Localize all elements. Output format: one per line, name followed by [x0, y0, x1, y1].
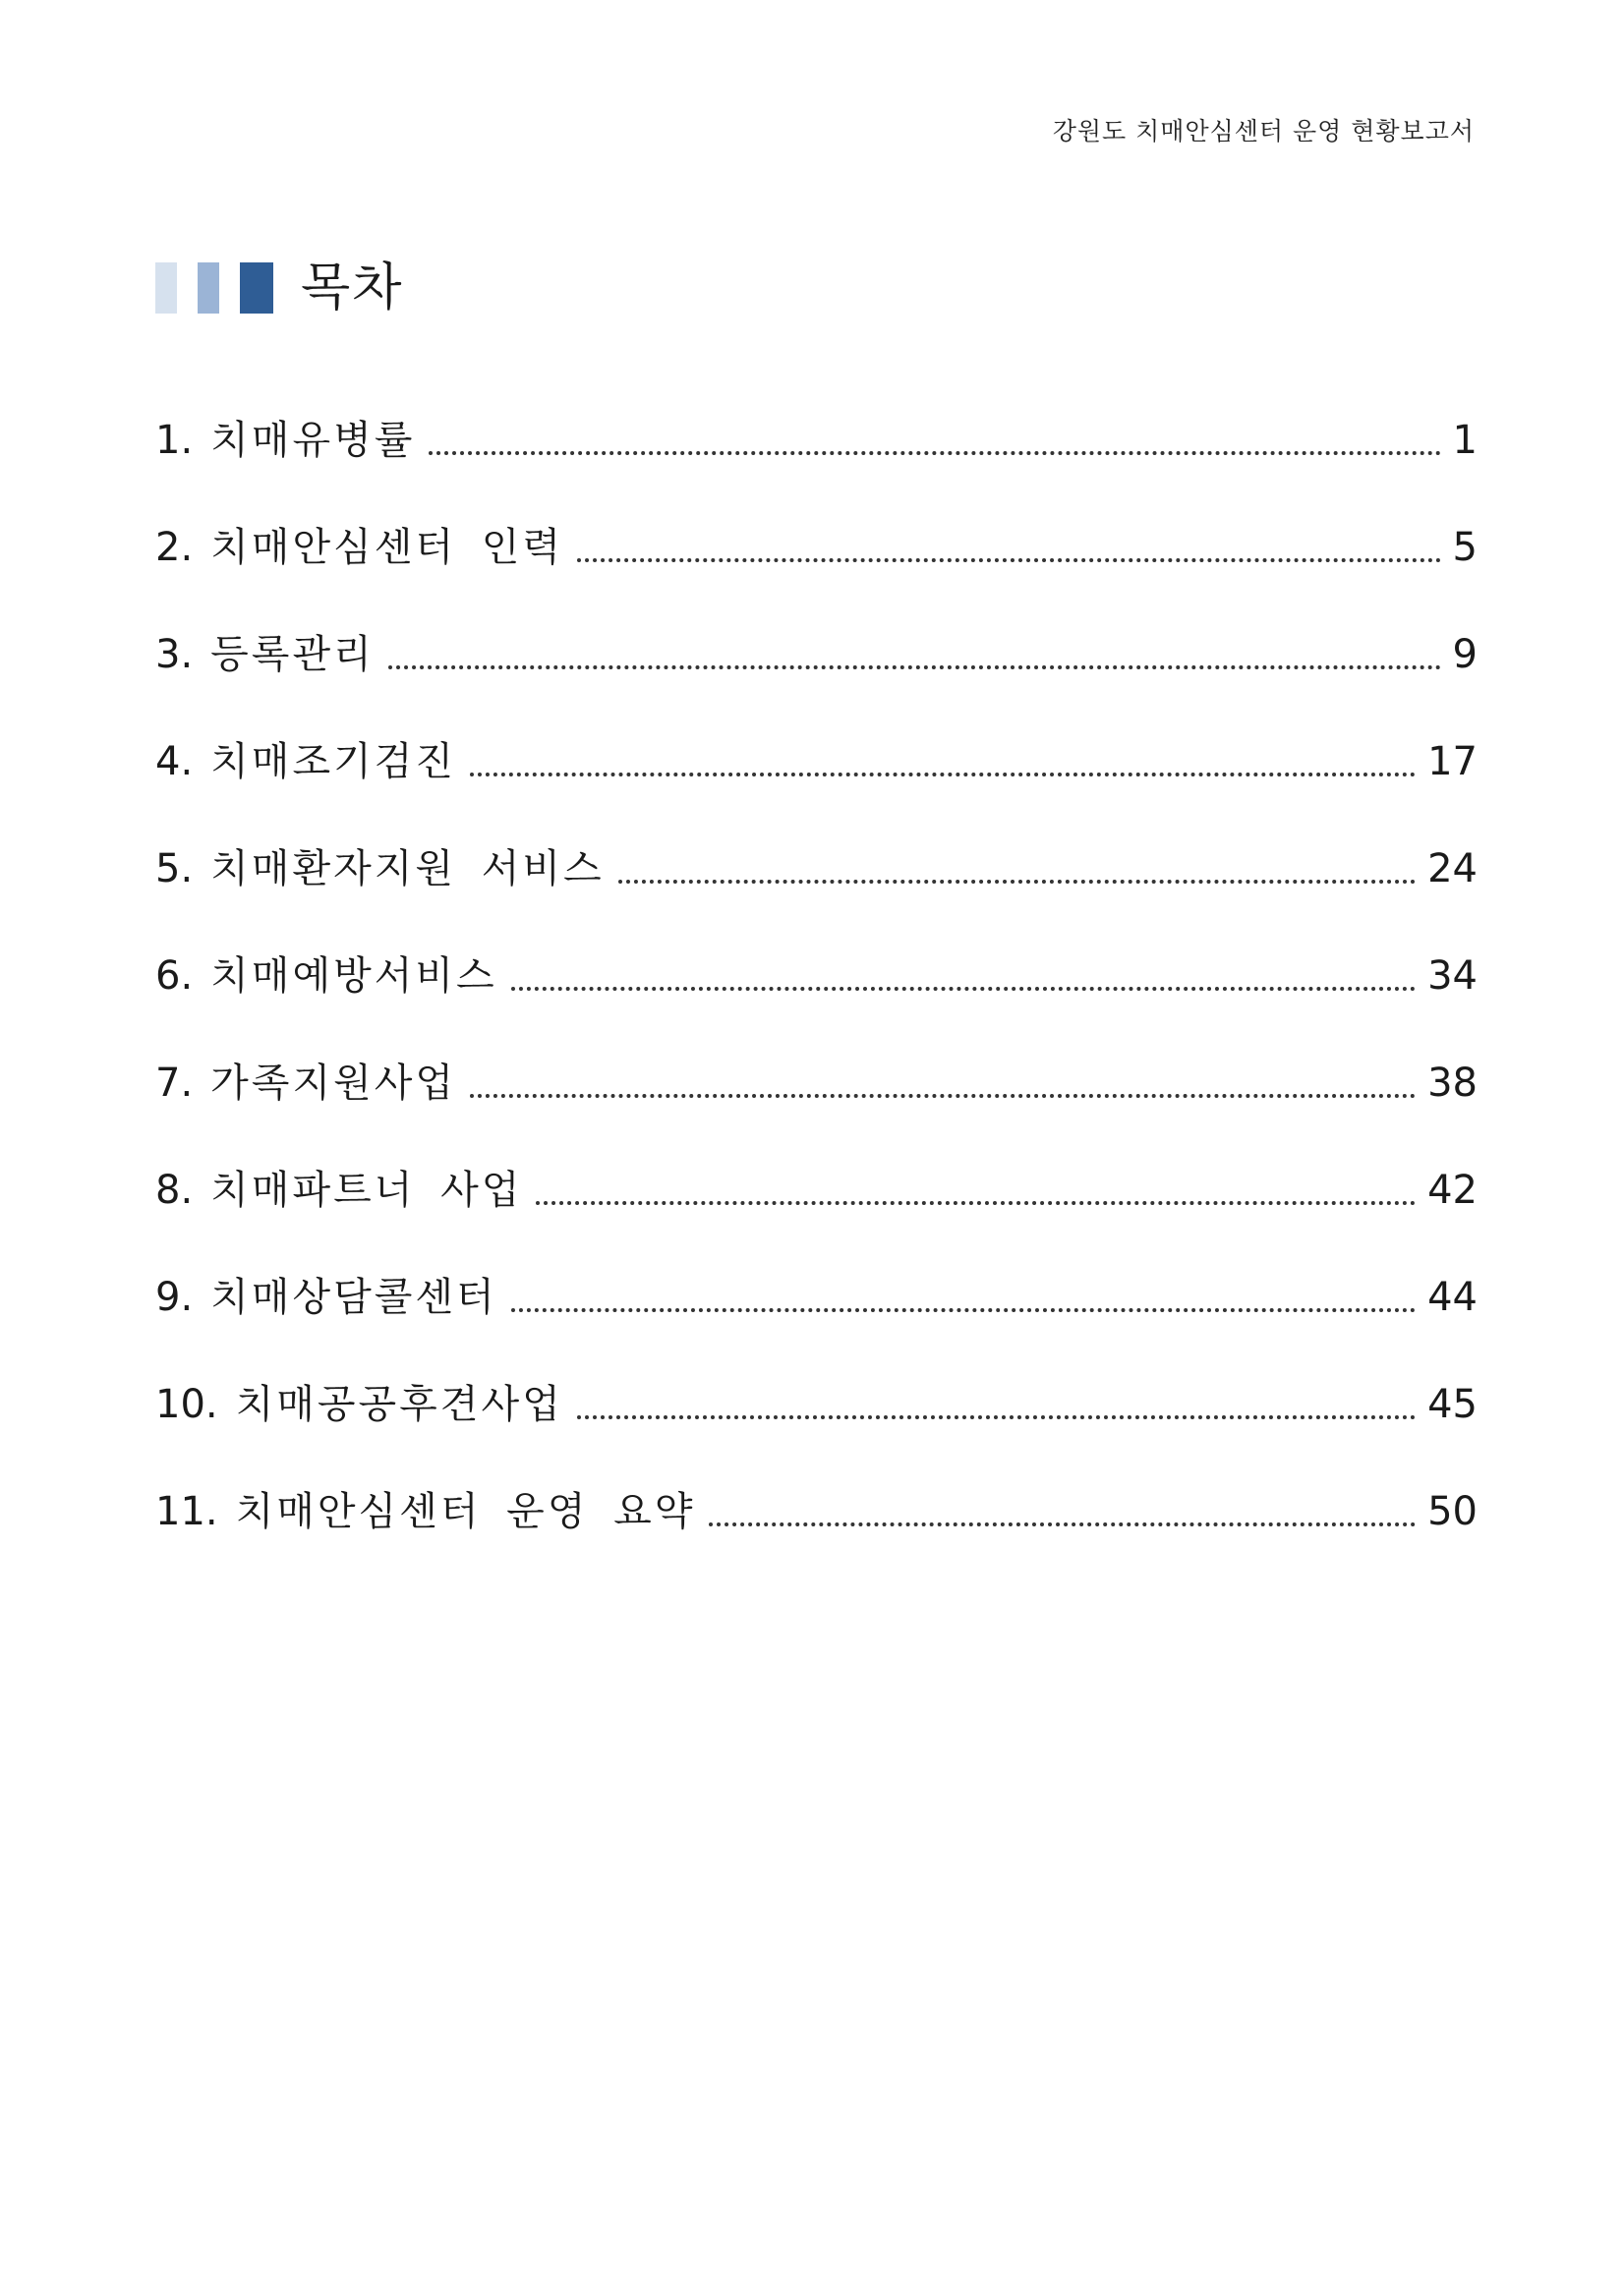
- toc-entry-page: 24: [1427, 846, 1478, 891]
- toc-entry-page: 34: [1427, 953, 1478, 999]
- toc-entry[interactable]: [155, 1332, 1478, 1439]
- toc-entry-page: 50: [1427, 1489, 1478, 1534]
- dot-leader: [429, 450, 1440, 455]
- toc-entry-number: 11.: [155, 1489, 218, 1534]
- toc-entry[interactable]: [155, 1225, 1478, 1332]
- toc-entry-label: 치매환자지원 서비스: [210, 846, 605, 891]
- dot-leader: [577, 1414, 1416, 1419]
- toc-entry-number: 1.: [155, 418, 194, 463]
- toc-entry-number: 4.: [155, 739, 194, 784]
- toc-entry-label: 치매유병률: [210, 418, 416, 463]
- toc-entry-label: 가족지원사업: [210, 1061, 457, 1106]
- toc-entry[interactable]: [155, 1439, 1478, 1546]
- toc-entry[interactable]: [155, 1118, 1478, 1225]
- toc-entry-label: 치매조기검진: [210, 739, 457, 784]
- toc-entry-page: 1: [1452, 418, 1478, 463]
- toc-entry-number: 8.: [155, 1168, 194, 1213]
- dot-leader: [536, 1200, 1416, 1205]
- heading-bar-dark: [240, 262, 273, 314]
- toc-entry[interactable]: [155, 582, 1478, 689]
- toc-entry[interactable]: [155, 475, 1478, 582]
- heading-bar-light: [155, 262, 177, 314]
- toc-entry-number: 7.: [155, 1061, 194, 1106]
- dot-leader: [388, 664, 1441, 669]
- toc-entry-label: 치매상담콜센터: [210, 1275, 497, 1320]
- toc-entry-page: 5: [1452, 525, 1478, 570]
- toc-entry[interactable]: [155, 1010, 1478, 1118]
- dot-leader: [470, 772, 1416, 776]
- toc-entry[interactable]: [155, 796, 1478, 903]
- dot-leader: [470, 1093, 1416, 1098]
- toc-entry-number: 6.: [155, 953, 194, 999]
- toc-entry-page: 38: [1427, 1061, 1478, 1106]
- dot-leader: [511, 986, 1416, 991]
- toc-entry[interactable]: [155, 368, 1478, 475]
- toc-entry-page: 45: [1427, 1382, 1478, 1427]
- toc-entry-number: 2.: [155, 525, 194, 570]
- toc-entry-page: 9: [1452, 632, 1478, 677]
- toc-entry[interactable]: [155, 903, 1478, 1010]
- toc-entry-label: 치매파트너 사업: [210, 1168, 523, 1213]
- toc-entry-number: 9.: [155, 1275, 194, 1320]
- dot-leader: [618, 879, 1416, 884]
- toc-entry-page: 17: [1427, 739, 1478, 784]
- toc-entry-label: 치매예방서비스: [210, 953, 497, 999]
- dot-leader: [709, 1521, 1416, 1526]
- toc-heading: [155, 259, 403, 316]
- toc-entry-label: 치매안심센터 운영 요약: [235, 1489, 696, 1534]
- toc-entry-label: 치매공공후견사업: [235, 1382, 563, 1427]
- toc-title: 목차: [301, 258, 404, 317]
- heading-bar-mid: [198, 262, 219, 314]
- running-header: 강원도 치매안심센터 운영 현황보고서: [1052, 117, 1475, 145]
- dot-leader: [577, 557, 1441, 562]
- toc-entry-label: 등록관리: [210, 632, 375, 677]
- toc-list: [155, 368, 1478, 1546]
- toc-entry[interactable]: [155, 689, 1478, 796]
- toc-entry-page: 42: [1427, 1168, 1478, 1213]
- toc-entry-page: 44: [1427, 1275, 1478, 1320]
- toc-entry-label: 치매안심센터 인력: [210, 525, 564, 570]
- toc-entry-number: 10.: [155, 1382, 218, 1427]
- toc-entry-number: 3.: [155, 632, 194, 677]
- toc-entry-number: 5.: [155, 846, 194, 891]
- dot-leader: [511, 1307, 1416, 1312]
